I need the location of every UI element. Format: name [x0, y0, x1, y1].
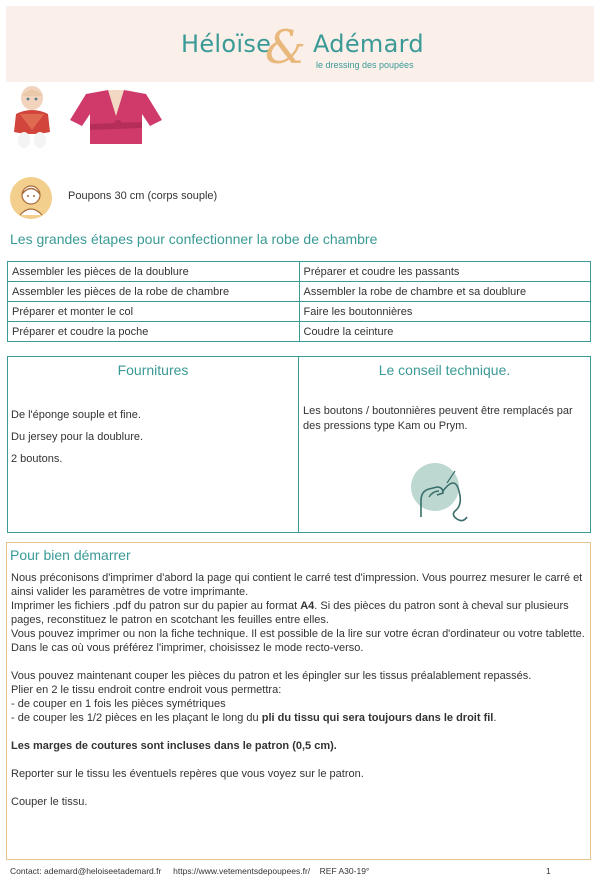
- table-cell: Préparer et coudre la poche: [8, 322, 300, 342]
- page-number: 1: [546, 866, 551, 876]
- text-segment: - de couper les 1/2 pièces en les plaçant le long du: [11, 712, 262, 724]
- supplies-title: Fournitures: [117, 362, 189, 378]
- doll-size-label: Poupons 30 cm (corps souple): [68, 190, 218, 202]
- brand-ampersand: &: [265, 20, 306, 74]
- table-cell: Assembler les pièces de la doublure: [8, 262, 300, 282]
- paper-format: A4: [300, 600, 315, 612]
- footer-url[interactable]: https://www.vetementsdepoupees.fr/: [173, 866, 311, 876]
- table-row: [8, 262, 591, 282]
- text-emphasis: pli du tissu qui sera toujours dans le droit fil: [261, 712, 494, 724]
- text-segment: . Si des pièces du patron sont à cheval sur plusieurs pages, reconstituez le patron en scotchant les feuilles entre elles.: [11, 600, 569, 626]
- paragraph: Plier en 2 le tissu endroit contre endroit vous permettra:: [11, 684, 282, 696]
- brand-name-left: Héloïse: [181, 30, 272, 58]
- doll-face-icon: [10, 177, 52, 219]
- table-cell: Coudre la ceinture: [299, 322, 591, 342]
- paragraph: [11, 711, 589, 725]
- text-segment: .: [493, 712, 497, 724]
- paragraph: Couper le tissu.: [11, 796, 88, 808]
- paragraph: Vous pouvez maintenant couper les pièces du patron et les épingler sur les tissus préalablement repassés.: [11, 670, 532, 682]
- paragraph: [11, 599, 589, 627]
- paragraph: Les marges de coutures sont incluses dans le patron (0,5 cm).: [11, 740, 337, 752]
- list-item: De l'éponge souple et fine.: [11, 409, 141, 421]
- list-item: Du jersey pour la doublure.: [11, 431, 144, 443]
- steps-title: Les grandes étapes pour confectionner la robe de chambre: [10, 231, 378, 247]
- text-segment: Imprimer les fichiers .pdf du patron sur du papier au format: [11, 600, 301, 612]
- footer-contact: Contact: ademard@heloiseetademard.fr: [10, 866, 162, 876]
- getting-started-box: [6, 542, 591, 860]
- brand-logo: [181, 20, 441, 74]
- doll-photo: [10, 84, 56, 154]
- table-row: [8, 322, 591, 342]
- table-row: [8, 282, 591, 302]
- steps-table: [7, 261, 591, 342]
- table-cell: Préparer et monter le col: [8, 302, 300, 322]
- tip-text: Les boutons / boutonnières peuvent être remplacés par des pressions type Kam ou Prym.: [303, 405, 573, 432]
- table-cell: Assembler les pièces de la robe de chambre: [8, 282, 300, 302]
- supplies-list: [11, 404, 143, 470]
- table-row: [8, 302, 591, 322]
- doll-avatar: [10, 177, 52, 219]
- table-cell: Assembler la robe de chambre et sa doublure: [299, 282, 591, 302]
- footer-ref: REF A30-19°: [319, 866, 370, 876]
- brand-header: [6, 6, 594, 82]
- paragraph: Vous pouvez imprimer ou non la fiche technique. Il est possible de la lire sur votre écran d'ordinateur ou votre tablette. Dans le cas où vous préférez l'imprimer, choisissez le mode recto-verso.: [11, 628, 585, 654]
- brand-name-right: Adémard: [313, 30, 424, 58]
- table-cell: Faire les boutonnières: [299, 302, 591, 322]
- list-item: 2 boutons.: [11, 453, 63, 465]
- bathrobe-photo: [66, 86, 166, 146]
- brand-tagline: le dressing des poupées: [316, 60, 414, 70]
- getting-started-title: Pour bien démarrer: [10, 547, 131, 563]
- paragraph: Nous préconisons d'imprimer d'abord la page qui contient le carré test d'impression. Vous pourrez mesurer le carré et ainsi valider les paramètres de votre imprimante.: [11, 572, 583, 598]
- tip-box: [298, 356, 591, 533]
- supplies-box: [7, 356, 299, 533]
- tip-title: Le conseil technique.: [378, 362, 511, 378]
- table-cell: Préparer et coudre les passants: [299, 262, 591, 282]
- paragraph: - de couper en 1 fois les pièces symétriques: [11, 698, 226, 710]
- sewing-hand-icon: [407, 461, 475, 525]
- page-footer: [10, 866, 590, 876]
- paragraph: Reporter sur le tissu les éventuels repères que vous voyez sur le patron.: [11, 768, 364, 780]
- getting-started-body: [11, 571, 589, 809]
- product-photos: [10, 84, 180, 154]
